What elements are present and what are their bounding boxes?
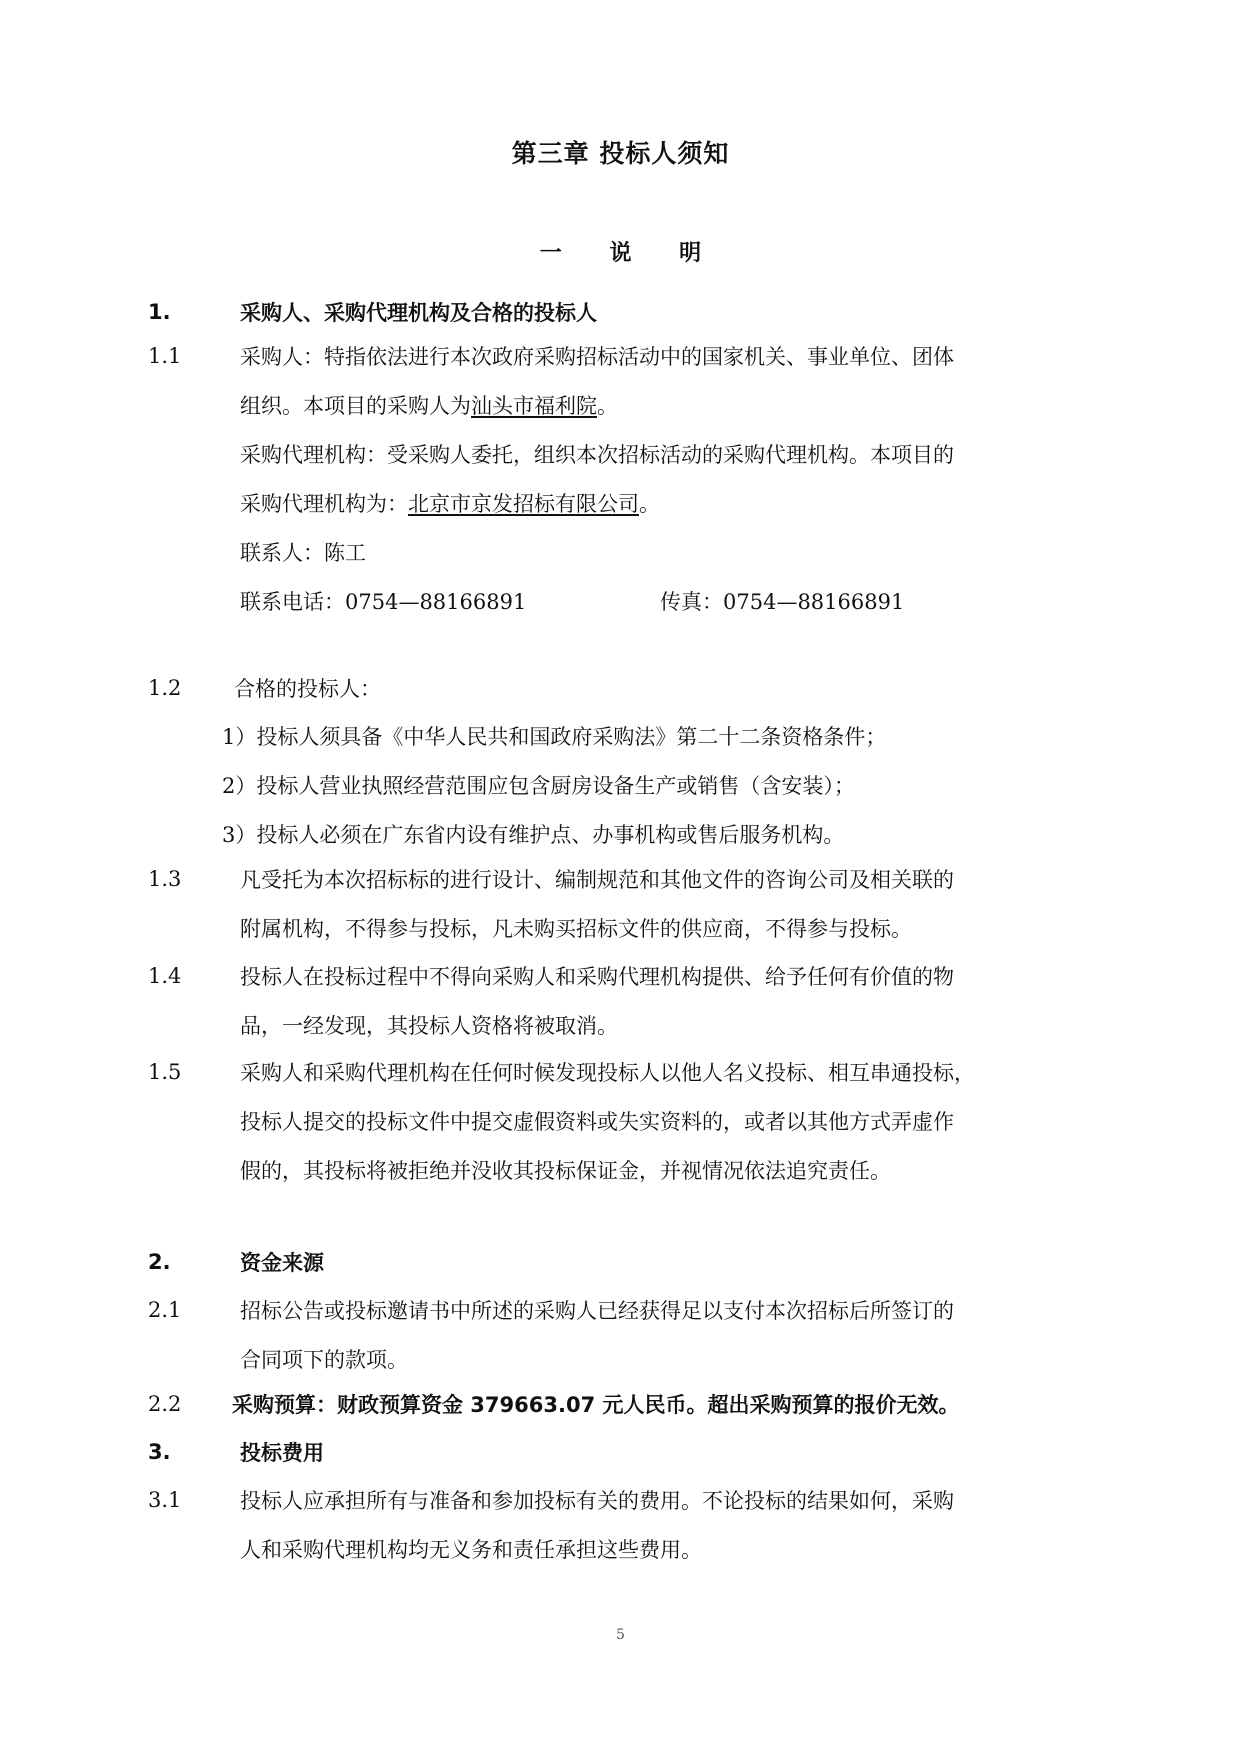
- purchaser-name: 汕头市福利院: [471, 394, 597, 418]
- item-3-1-text: [240, 1477, 1086, 1575]
- condition-item: 1）投标人须具备《中华人民共和国政府采购法》第二十二条资格条件；: [222, 725, 887, 749]
- section-1-number: 1.: [148, 300, 171, 324]
- budget-statement: 采购预算：财政预算资金 379663.07 元人民币。超出采购预算的报价无效。: [232, 1393, 960, 1417]
- item-1-2-conditions: [222, 713, 1092, 860]
- item-1-1-line: [240, 382, 1086, 431]
- text-span: 。: [639, 492, 660, 516]
- page-number: 5: [616, 1627, 625, 1643]
- contact-phone: 联系电话：0754—88166891: [240, 590, 527, 614]
- contact-fax: 传真：0754—88166891: [660, 590, 905, 614]
- item-1-5-line: 采购人和采购代理机构在任何时候发现投标人以他人名义投标、相互串通投标，: [240, 1061, 975, 1085]
- item-1-4-line: 品，一经发现，其投标人资格将被取消。: [240, 1014, 618, 1038]
- section-title: [0, 236, 1241, 267]
- condition-item: 3）投标人必须在广东省内设有维护点、办事机构或售后服务机构。: [222, 823, 845, 847]
- item-1-4-number: 1.4: [148, 964, 182, 988]
- item-1-3-text: [240, 856, 1086, 954]
- item-1-3-line: 凡受托为本次招标标的进行设计、编制规范和其他文件的咨询公司及相关联的: [240, 868, 954, 892]
- agency-name: 北京市京发招标有限公司: [408, 492, 639, 516]
- item-2-1-line: 合同项下的款项。: [240, 1348, 408, 1372]
- item-1-5-number: 1.5: [148, 1060, 182, 1084]
- item-1-1-line: [240, 480, 1086, 529]
- section-title-char: 说: [609, 241, 632, 266]
- item-1-2-title: 合格的投标人：: [234, 677, 381, 701]
- section-title-char: 明: [679, 241, 702, 266]
- item-2-2-number: 2.2: [148, 1392, 182, 1416]
- section-2-number: 2.: [148, 1250, 171, 1274]
- item-1-1-number: 1.1: [148, 344, 182, 368]
- item-1-4-line: 投标人在投标过程中不得向采购人和采购代理机构提供、给予任何有价值的物: [240, 965, 954, 989]
- text-span: 采购代理机构为：: [240, 492, 408, 516]
- item-1-1-text: [240, 333, 1086, 627]
- item-1-1-line: 采购人：特指依法进行本次政府采购招标活动中的国家机关、事业单位、团体: [240, 345, 954, 369]
- item-1-1-line: 采购代理机构：受采购人委托，组织本次招标活动的采购代理机构。本项目的: [240, 443, 954, 467]
- item-2-1-line: 招标公告或投标邀请书中所述的采购人已经获得足以支付本次招标后所签订的: [240, 1299, 954, 1323]
- item-1-4-text: [240, 953, 1086, 1051]
- contact-line: [240, 578, 1086, 627]
- item-1-3-number: 1.3: [148, 867, 182, 891]
- item-2-1-text: [240, 1287, 1086, 1385]
- item-1-3-line: 附属机构，不得参与投标，凡未购买招标文件的供应商，不得参与投标。: [240, 917, 912, 941]
- item-1-5-text: [240, 1049, 1086, 1196]
- contact-person: 联系人：陈工: [240, 541, 366, 565]
- section-3-number: 3.: [148, 1440, 171, 1464]
- text-span: 。: [597, 394, 618, 418]
- chapter-title: 第三章 投标人须知: [511, 139, 730, 168]
- item-1-2-number: 1.2: [148, 676, 182, 700]
- item-3-1-line: 人和采购代理机构均无义务和责任承担这些费用。: [240, 1538, 702, 1562]
- condition-item: 2）投标人营业执照经营范围应包含厨房设备生产或销售（含安装）；: [222, 774, 855, 798]
- item-1-5-line: 投标人提交的投标文件中提交虚假资料或失实资料的，或者以其他方式弄虚作: [240, 1110, 954, 1134]
- item-3-1-line: 投标人应承担所有与准备和参加投标有关的费用。不论投标的结果如何，采购: [240, 1489, 954, 1513]
- item-3-1-number: 3.1: [148, 1488, 182, 1512]
- section-2-heading: 资金来源: [240, 1251, 324, 1275]
- section-3-heading: 投标费用: [240, 1441, 324, 1465]
- item-1-5-line: 假的，其投标将被拒绝并没收其投标保证金，并视情况依法追究责任。: [240, 1159, 891, 1183]
- item-2-1-number: 2.1: [148, 1298, 182, 1322]
- text-span: 组织。本项目的采购人为: [240, 394, 471, 418]
- section-title-char: 一: [539, 241, 562, 266]
- section-1-heading: 采购人、采购代理机构及合格的投标人: [240, 301, 597, 325]
